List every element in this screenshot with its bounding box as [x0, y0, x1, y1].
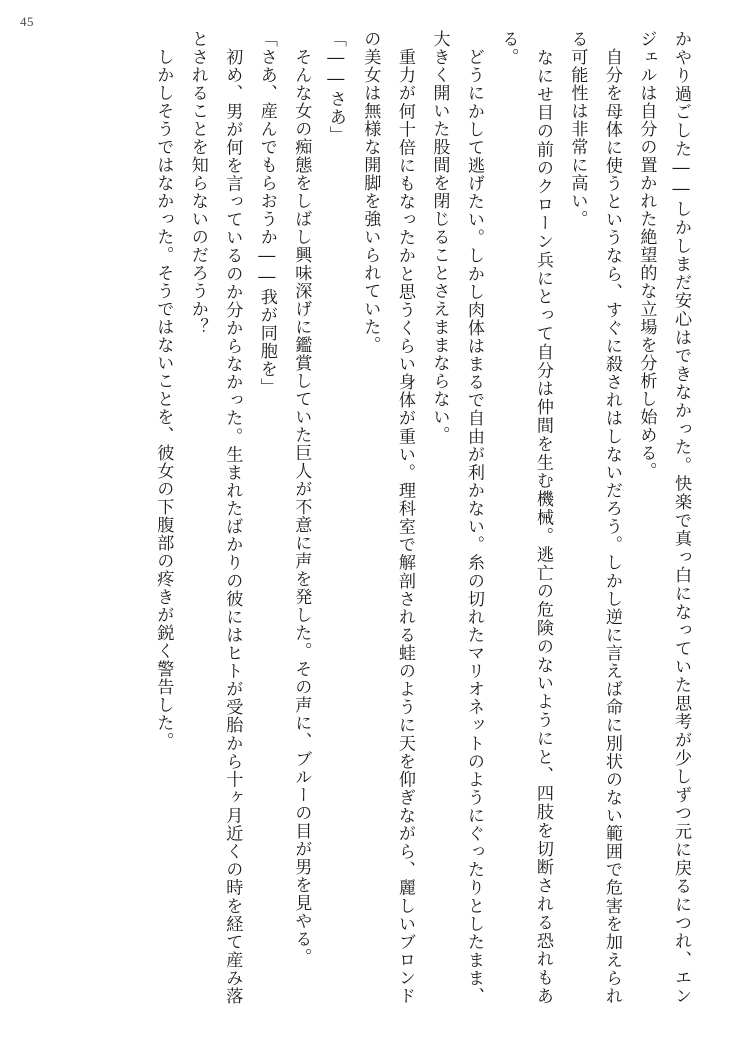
paragraph: 「さあ、産んでもらおうか――我が同胞を」 — [256, 30, 277, 396]
paragraph: なにせ目の前のクローン兵にとって自分は仲間を生む機械。逃亡の危険のないようにと、四肢を切断される恐れもある。 — [498, 30, 553, 1006]
paragraph: 重力が何十倍にもなったかと思うくらい身体が重い。理科室で解剖される蛙のように天を仰ぎながら、麗しいブロンドの美女は無様な開脚を強いられていた。 — [360, 30, 415, 1006]
page-number: 45 — [20, 14, 34, 29]
paragraph: 「――さあ」 — [325, 30, 346, 144]
paragraph: しかしそうではなかった。そうではないことを、彼女の下腹部の疼きが鋭く警告した。 — [153, 48, 174, 750]
body-text — [38, 30, 698, 1005]
paragraph: 自分を母体に使うというなら、すぐに殺されはしないだろう。しかし逆に言えば命に別状のない範囲で危害を加えられる可能性は非常に高い。 — [567, 30, 622, 1006]
paragraph: 初め、男が何を言っているのか分からなかった。生まれたばかりの彼にはヒトが受胎から十ヶ月近くの時を経て産み落とされることを知らないのだろうか？ — [187, 30, 243, 1006]
paragraph: かやり過ごした――しかしまだ安心はできなかった。快楽で真っ白になっていた思考が少しずつ元に戻るにつれ、エンジェルは自分の置かれた絶望的な立場を分析し始める。 — [636, 30, 691, 1005]
paragraph: そんな女の痴態をしばし興味深げに鑑賞していた巨人が不意に声を発した。その声に、ブルーの目が男を見やる。 — [291, 48, 312, 966]
paragraph: どうにかして逃げたい。しかし肉体はまるで自由が利かない。糸の切れたマリオネットのようにぐったりとしたまま、大きく開いた股間を閉じることさえままならない。 — [429, 30, 484, 1006]
